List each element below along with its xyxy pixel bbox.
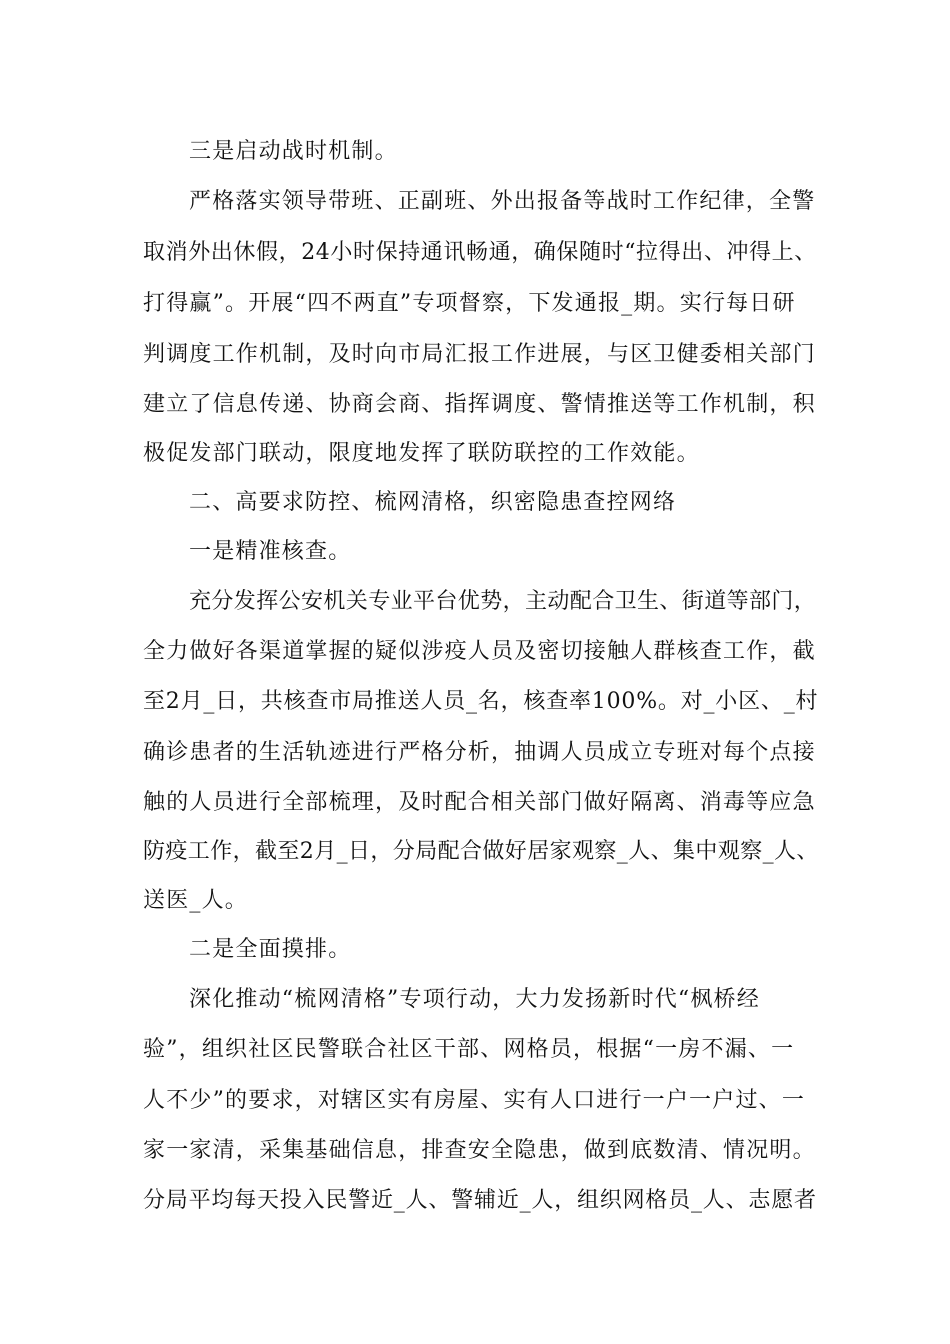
text-line: 防疫工作，截至2月_日，分局配合做好居家观察_人、集中观察_人、 xyxy=(143,839,819,864)
text-line: 打得赢”。开展“四不两直”专项督察，下发通报_期。实行每日研 xyxy=(143,291,796,316)
text-line: 判调度工作机制，及时向市局汇报工作进展，与区卫健委相关部门 xyxy=(143,342,816,367)
text-line: 极促发部门联动，限度地发挥了联防联控的工作效能。 xyxy=(143,441,700,466)
text-line: 验”，组织社区民警联合社区干部、网格员，根据“一房不漏、一 xyxy=(143,1037,795,1062)
section-heading: 二、高要求防控、梳网清格，织密隐患查控网络 xyxy=(189,490,677,515)
text-line: 确诊患者的生活轨迹进行严格分析，抽调人员成立专班对每个点接 xyxy=(143,740,816,765)
text-line: 建立了信息传递、协商会商、指挥调度、警情推送等工作机制，积 xyxy=(143,392,816,417)
text-line: 严格落实领导带班、正副班、外出报备等战时工作纪律，全警 xyxy=(189,189,816,214)
text-line: 充分发挥公安机关专业平台优势，主动配合卫生、街道等部门， xyxy=(189,589,817,614)
text-line: 三是启动战时机制。 xyxy=(189,139,398,164)
subsection-heading: 一是精准核查。 xyxy=(189,539,352,564)
text-line: 分局平均每天投入民警近_人、警辅近_人，组织网格员_人、志愿者 xyxy=(143,1188,817,1213)
text-line: 触的人员进行全部梳理，及时配合相关部门做好隔离、消毒等应急 xyxy=(143,790,816,815)
text-line: 送医_人。 xyxy=(143,888,249,913)
text-line: 全力做好各渠道掌握的疑似涉疫人员及密切接触人群核查工作，截 xyxy=(143,639,816,664)
text-line: 至2月_日，共核查市局推送人员_名，核查率100%。对_小区、_村 xyxy=(143,689,819,714)
text-line: 家一家清，采集基础信息，排查安全隐患，做到底数清、情况明。 xyxy=(143,1138,816,1163)
text-line: 人不少”的要求，对辖区实有房屋、实有人口进行一户一户过、一 xyxy=(143,1088,806,1113)
subsection-heading: 二是全面摸排。 xyxy=(189,937,352,962)
text-line: 取消外出休假，24小时保持通讯畅通，确保随时“拉得出、冲得上、 xyxy=(143,240,817,265)
text-line: 深化推动“梳网清格”专项行动，大力发扬新时代“枫桥经 xyxy=(189,987,760,1012)
